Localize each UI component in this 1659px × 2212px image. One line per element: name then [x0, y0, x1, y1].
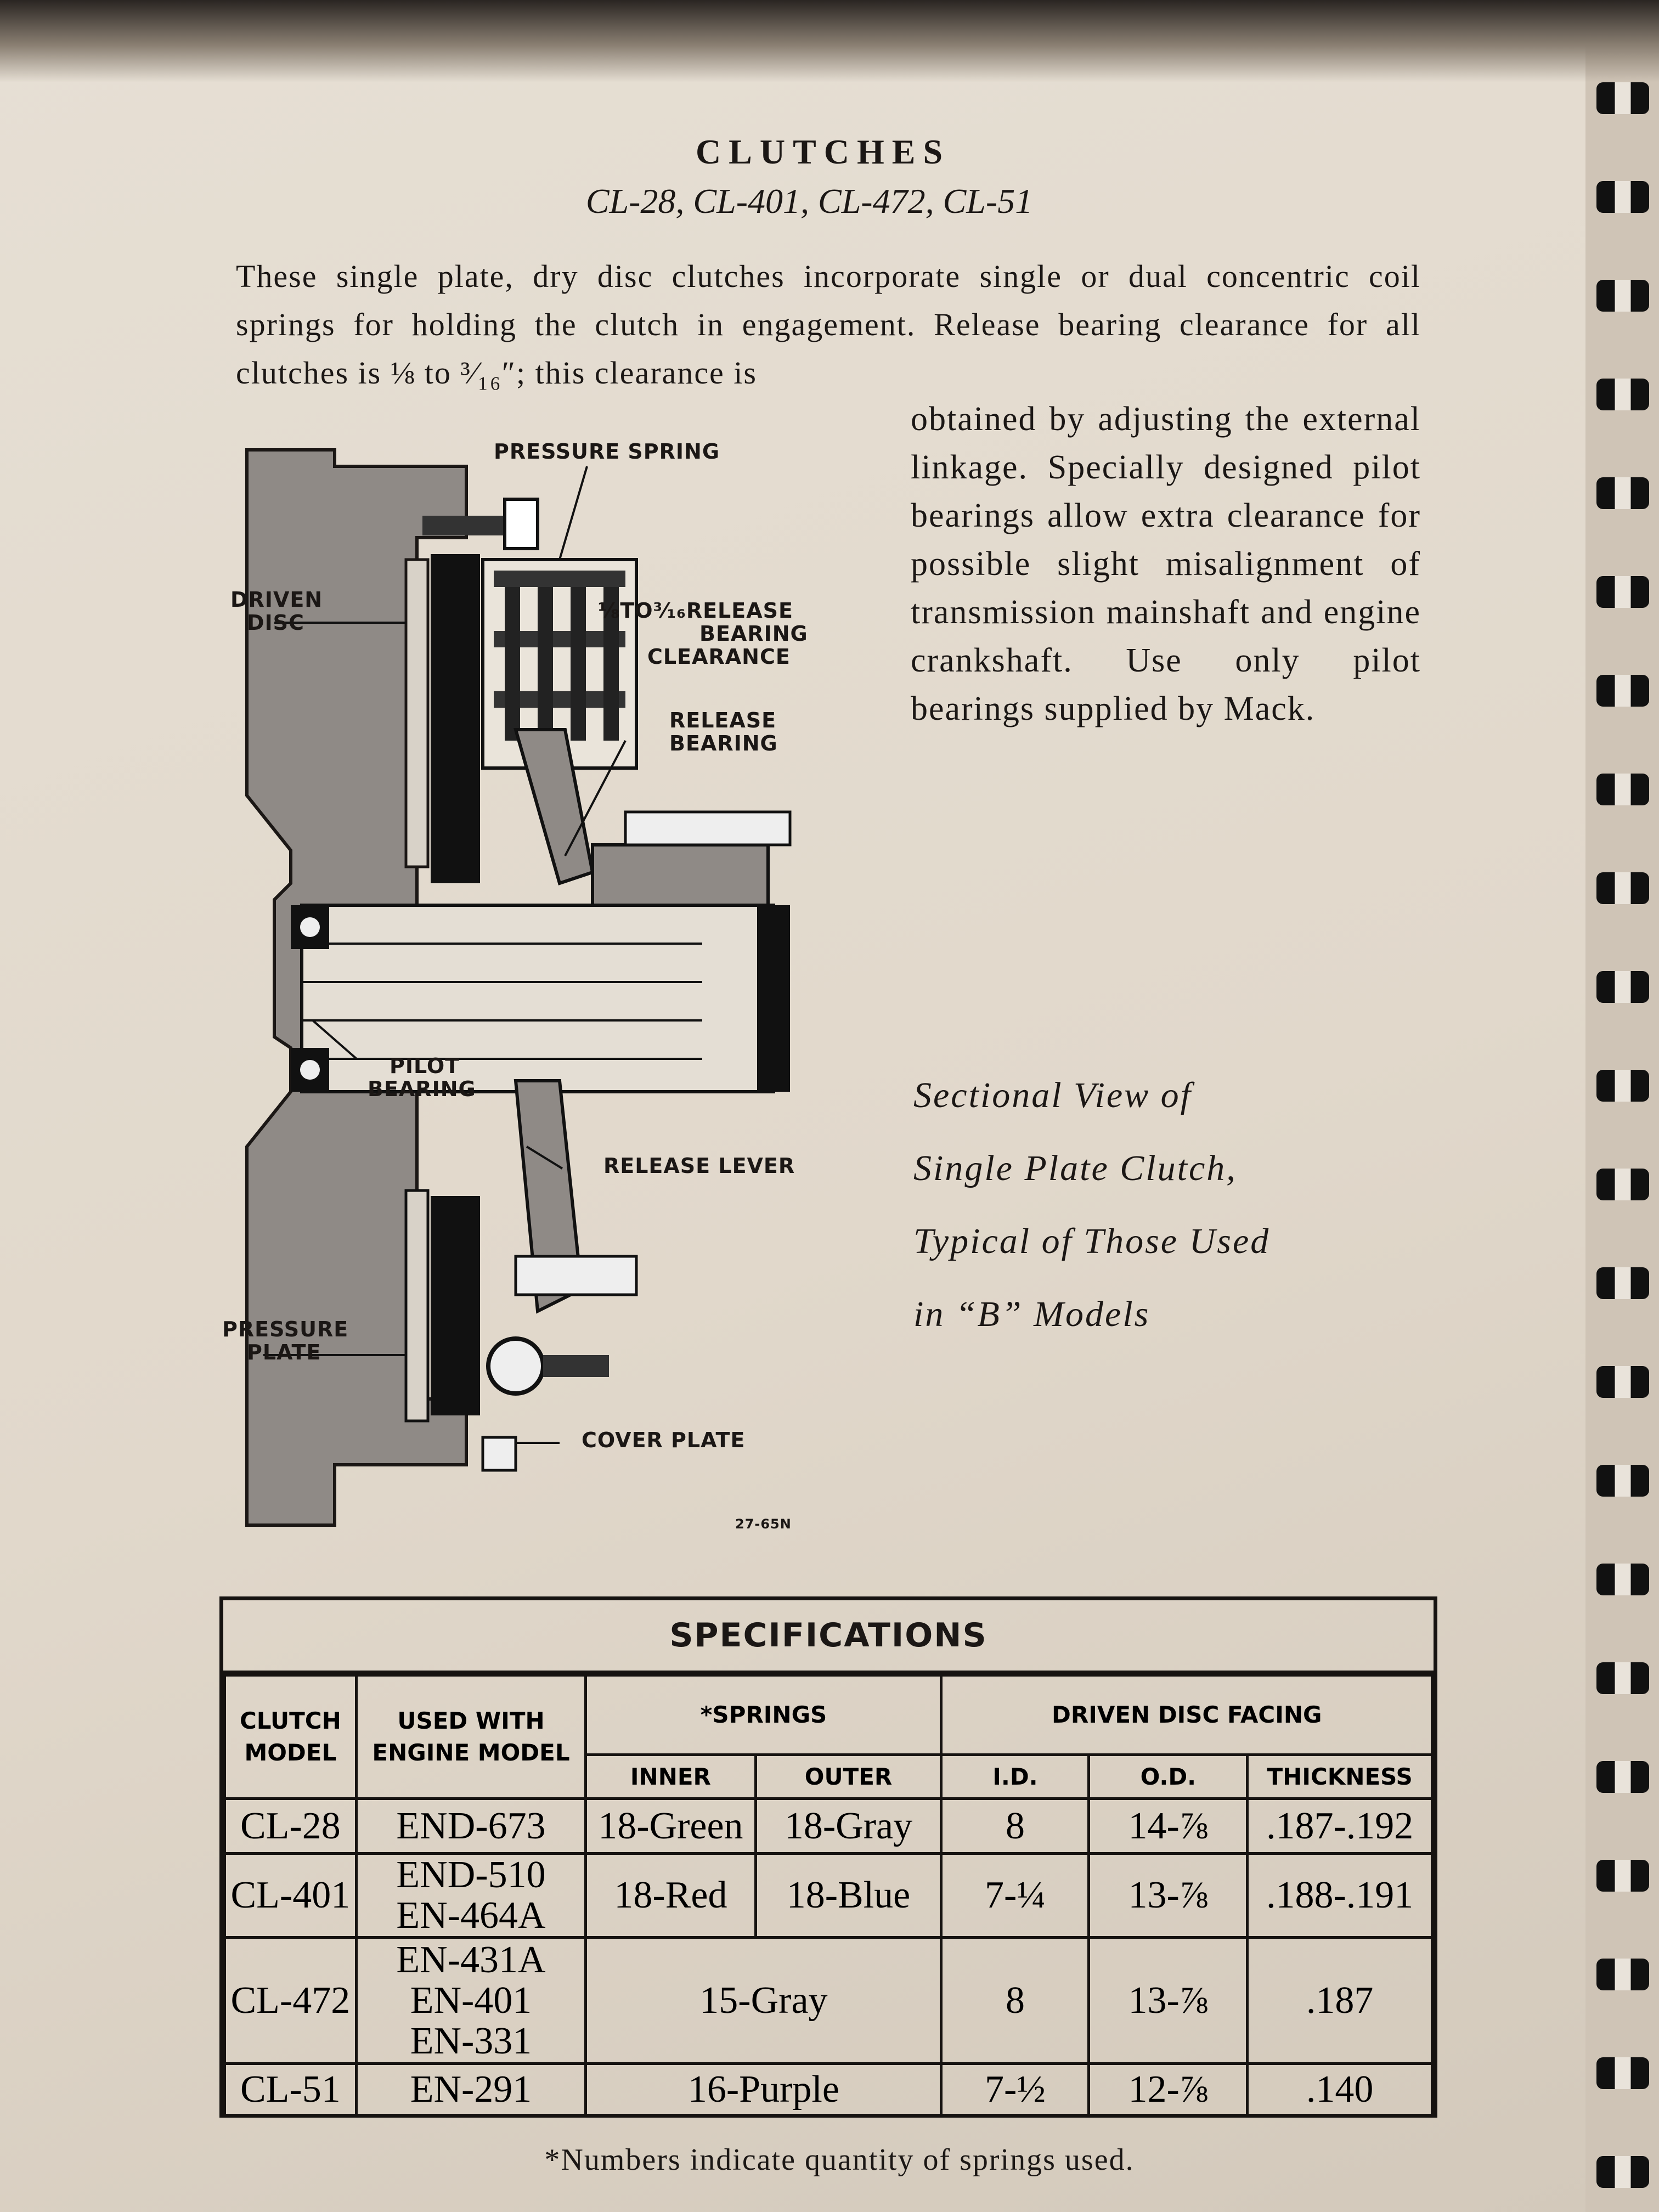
bolt-nut: [505, 499, 538, 549]
label-release-bearing-2: BEARING: [669, 731, 778, 755]
cell-springs: 15-Gray: [586, 1938, 941, 2064]
header-inner: INNER: [586, 1755, 755, 1799]
table-row: [225, 2064, 1432, 2116]
springs-footnote: *Numbers indicate quantity of springs used.: [544, 2143, 1135, 2177]
caption-line-4: in “B” Models: [913, 1294, 1150, 1334]
header-outer: OUTER: [755, 1755, 941, 1799]
engine-line: EN-431A: [396, 1938, 546, 1981]
label-figure-number: 27-65N: [735, 1516, 792, 1532]
cell-clutch: CL-28: [225, 1799, 357, 1854]
binding-coil: [1596, 2057, 1649, 2089]
spring-bar-2: [538, 587, 553, 741]
engine-line: EN-464A: [396, 1894, 546, 1937]
binding-coil: [1596, 477, 1649, 509]
mainshaft: [302, 905, 774, 1092]
cell-clutch: CL-51: [225, 2064, 357, 2116]
spring-bar-3: [571, 587, 586, 741]
clutch-sectional-diagram: [208, 433, 883, 1542]
cell-od: 13-⅞: [1089, 1938, 1248, 2064]
specifications-table: [219, 1596, 1437, 2118]
label-release-lever: RELEASE LEVER: [603, 1154, 795, 1178]
release-spring: [625, 812, 790, 845]
binding-coil: [1596, 774, 1649, 805]
header-id: I.D.: [941, 1755, 1089, 1799]
caption-line-1: Sectional View of: [913, 1075, 1193, 1115]
driven-disc-upper: [406, 560, 428, 867]
pilot-ball-upper: [300, 917, 320, 937]
page-title: CLUTCHES: [695, 132, 951, 171]
cell-id: 7-½: [941, 2064, 1089, 2116]
eyebolt-nut: [543, 1355, 609, 1377]
binding-coil: [1596, 1465, 1649, 1497]
label-pressure-plate-1: PRESSURE: [222, 1317, 349, 1341]
binding-coil: [1596, 971, 1649, 1003]
binding-coil: [1596, 181, 1649, 213]
cell-id: 8: [941, 1799, 1089, 1854]
binding-coil: [1596, 872, 1649, 904]
label-pressure-plate-2: PLATE: [247, 1340, 321, 1364]
table-row: [225, 1799, 1432, 1854]
cell-engine: END-673: [356, 1799, 586, 1854]
cell-od: 13-⅞: [1089, 1854, 1248, 1938]
cell-outer: 18-Gray: [755, 1799, 941, 1854]
header-engine-model: USED WITH ENGINE MODEL: [356, 1675, 586, 1799]
cell-id: 7-¼: [941, 1854, 1089, 1938]
label-release-bearing-1: RELEASE: [669, 708, 777, 732]
label-pressure-spring: PRESSURE SPRING: [494, 439, 720, 464]
cell-clutch: CL-472: [225, 1938, 357, 2064]
cell-thickness: .187-.192: [1248, 1799, 1432, 1854]
driven-disc-lower: [406, 1190, 428, 1421]
label-driven-disc-2: DISC: [247, 611, 304, 635]
binding-coil: [1596, 675, 1649, 707]
pressure-plate-lower: [431, 1196, 480, 1415]
binding-coil: [1596, 82, 1649, 114]
binding-coil: [1596, 1564, 1649, 1595]
spring-coil-top: [494, 571, 625, 587]
spring-bar-1: [505, 587, 520, 741]
sleeve-flange: [757, 905, 790, 1092]
cell-thickness: .188-.191: [1248, 1854, 1432, 1938]
release-sleeve: [592, 845, 768, 905]
engine-line: EN-331: [410, 2019, 532, 2062]
label-pilot-bearing-2: BEARING: [368, 1077, 476, 1101]
cell-clutch: CL-401: [225, 1854, 357, 1938]
binding-coil: [1596, 280, 1649, 312]
engine-line: END-510: [396, 1854, 546, 1896]
cell-id: 8: [941, 1938, 1089, 2064]
cell-inner: 18-Green: [586, 1799, 755, 1854]
figure-caption: [913, 1059, 1407, 1351]
table-row: [225, 1854, 1432, 1938]
binding-coil: [1596, 1366, 1649, 1398]
leader-pressure-spring: [560, 466, 587, 560]
label-release-clearance-1: ⅛TO³⁄₁₆RELEASE: [598, 599, 793, 623]
pilot-ball-lower: [300, 1060, 320, 1080]
label-cover-plate: COVER PLATE: [582, 1428, 746, 1452]
binding-coil: [1596, 1267, 1649, 1299]
binding-coil: [1596, 379, 1649, 410]
binding-coil: [1596, 2156, 1649, 2188]
header-od: O.D.: [1089, 1755, 1248, 1799]
binding-coil: [1596, 1070, 1649, 1102]
header-driven-disc: DRIVEN DISC FACING: [941, 1675, 1432, 1755]
binding-coil: [1596, 1860, 1649, 1892]
binding-coil: [1596, 1761, 1649, 1793]
spec-grid: [223, 1674, 1434, 2117]
eyebolt: [488, 1339, 543, 1393]
binding-coil: [1596, 1959, 1649, 1990]
intro-paragraph-continued: obtained by adjusting the external linkage. Specially designed pilot bearings allow extra clearance for possible slight misalignment of transmission mainshaft and engine crankshaft. Use only pilot bearings supplied by Mack.: [911, 400, 1421, 727]
page-edge-shadow: [0, 0, 1659, 82]
cover-plate-edge: [483, 1437, 516, 1470]
cell-engine: EN-291: [356, 2064, 586, 2116]
caption-line-3: Typical of Those Used: [913, 1221, 1271, 1261]
header-springs: *SPRINGS: [586, 1675, 941, 1755]
adjust-bolt: [422, 516, 505, 535]
binding-coil: [1596, 1169, 1649, 1200]
cell-thickness: .187: [1248, 1938, 1432, 2064]
page-subtitle: CL-28, CL-401, CL-472, CL-51: [585, 182, 1033, 221]
lever-spring: [516, 1256, 636, 1295]
label-release-clearance-3: CLEARANCE: [647, 645, 791, 669]
specifications-title: SPECIFICATIONS: [223, 1600, 1434, 1674]
table-row: [225, 1938, 1432, 2064]
header-clutch-model: CLUTCH MODEL: [225, 1675, 357, 1799]
cell-od: 12-⅞: [1089, 2064, 1248, 2116]
cell-inner: 18-Red: [586, 1854, 755, 1938]
caption-line-2: Single Plate Clutch,: [913, 1148, 1237, 1188]
cell-thickness: .140: [1248, 2064, 1432, 2116]
cell-engine: [356, 1938, 586, 2064]
cell-outer: 18-Blue: [755, 1854, 941, 1938]
header-thickness: THICKNESS: [1248, 1755, 1432, 1799]
label-pilot-bearing-1: PILOT: [390, 1054, 460, 1078]
cell-engine: [356, 1854, 586, 1938]
label-driven-disc-1: DRIVEN: [230, 588, 323, 612]
label-release-clearance-2: BEARING: [699, 622, 808, 646]
intro-paragraph: These single plate, dry disc clutches incorporate single or dual concentric coil springs for holding the clutch in engagement. Release bearing clearance for all clutches is ⅛ to ³⁄₁₆″; this clearance is: [236, 258, 1421, 391]
cell-od: 14-⅞: [1089, 1799, 1248, 1854]
pressure-plate-upper: [431, 554, 480, 883]
binding-coil: [1596, 576, 1649, 608]
engine-line: EN-401: [410, 1979, 532, 2022]
binding-coil: [1596, 1662, 1649, 1694]
cell-springs: 16-Purple: [586, 2064, 941, 2116]
